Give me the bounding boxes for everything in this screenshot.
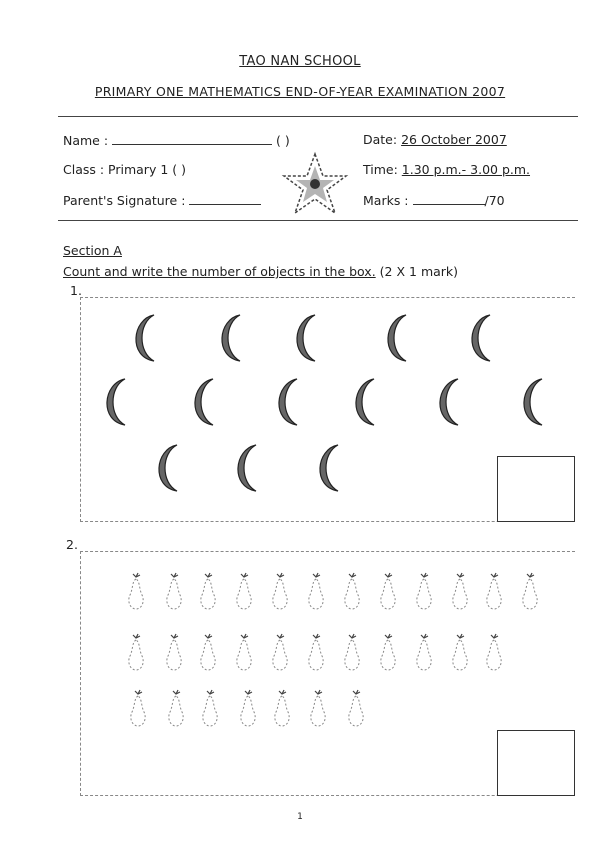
signature-row: [63, 192, 261, 208]
class-label: Class : Primary 1 ( ): [63, 162, 186, 177]
pear-icon: [344, 688, 368, 728]
pear-icon: [448, 632, 472, 672]
register-number-paren: ( ): [276, 133, 290, 148]
marks-row: [363, 192, 505, 208]
pear-icon: [448, 571, 472, 611]
section-title: Section A: [63, 243, 122, 258]
pear-icon: [124, 632, 148, 672]
school-name: TAO NAN SCHOOL: [239, 54, 361, 69]
pear-icon: [304, 571, 328, 611]
crescent-moon-icon: [226, 443, 266, 493]
name-row: [63, 132, 290, 148]
pear-icon: [268, 571, 292, 611]
pear-icon: [412, 632, 436, 672]
pear-icon: [340, 571, 364, 611]
signature-label: Parent's Signature :: [63, 193, 186, 208]
question-1-answer-box[interactable]: [497, 456, 575, 522]
name-field[interactable]: [112, 132, 272, 145]
school-crest-icon: [280, 150, 350, 224]
pear-icon: [162, 632, 186, 672]
pear-icon: [376, 632, 400, 672]
pear-icon: [340, 632, 364, 672]
instruction-text: Count and write the number of objects in the box.: [63, 264, 376, 279]
pear-icon: [124, 571, 148, 611]
pear-icon: [482, 632, 506, 672]
date-label: Date:: [363, 132, 398, 147]
question-1-number: 1.: [70, 283, 82, 298]
instruction-row: [63, 264, 458, 279]
header-rule-bottom: [58, 220, 578, 221]
time-value: 1.30 p.m.- 3.00 p.m.: [401, 162, 531, 177]
time-label: Time:: [363, 162, 398, 177]
pear-icon: [268, 632, 292, 672]
name-label: Name :: [63, 133, 109, 148]
marks-field[interactable]: [413, 192, 485, 205]
pear-icon: [232, 632, 256, 672]
crescent-moon-icon: [512, 377, 552, 427]
date-value: 26 October 2007: [401, 132, 507, 147]
pear-icon: [196, 571, 220, 611]
question-2-answer-box[interactable]: [497, 730, 575, 796]
crescent-moon-icon: [95, 377, 135, 427]
pear-icon: [196, 632, 220, 672]
time-row: [363, 162, 530, 177]
pear-icon: [412, 571, 436, 611]
pear-icon: [126, 688, 150, 728]
pear-icon: [304, 632, 328, 672]
crescent-moon-icon: [210, 313, 250, 363]
pear-icon: [232, 571, 256, 611]
signature-field[interactable]: [189, 192, 261, 205]
crescent-moon-icon: [124, 313, 164, 363]
header-rule-top: [58, 116, 578, 117]
pear-icon: [376, 571, 400, 611]
crescent-moon-icon: [460, 313, 500, 363]
pear-icon: [482, 571, 506, 611]
marks-total: /70: [484, 193, 505, 208]
crescent-moon-icon: [376, 313, 416, 363]
pear-icon: [164, 688, 188, 728]
crescent-moon-icon: [147, 443, 187, 493]
exam-title: PRIMARY ONE MATHEMATICS END-OF-YEAR EXAMINATION 2007: [94, 84, 506, 99]
crescent-moon-icon: [183, 377, 223, 427]
pear-icon: [236, 688, 260, 728]
marks-label: Marks :: [363, 193, 409, 208]
pear-icon: [270, 688, 294, 728]
question-2-number: 2.: [66, 537, 78, 552]
crescent-moon-icon: [267, 377, 307, 427]
instruction-marks: (2 X 1 mark): [379, 264, 459, 279]
crescent-moon-icon: [308, 443, 348, 493]
crescent-moon-icon: [285, 313, 325, 363]
page-number: 1: [297, 812, 303, 822]
pear-icon: [306, 688, 330, 728]
pear-icon: [198, 688, 222, 728]
crescent-moon-icon: [428, 377, 468, 427]
pear-icon: [162, 571, 186, 611]
pear-icon: [518, 571, 542, 611]
date-row: [363, 132, 507, 147]
crescent-moon-icon: [344, 377, 384, 427]
